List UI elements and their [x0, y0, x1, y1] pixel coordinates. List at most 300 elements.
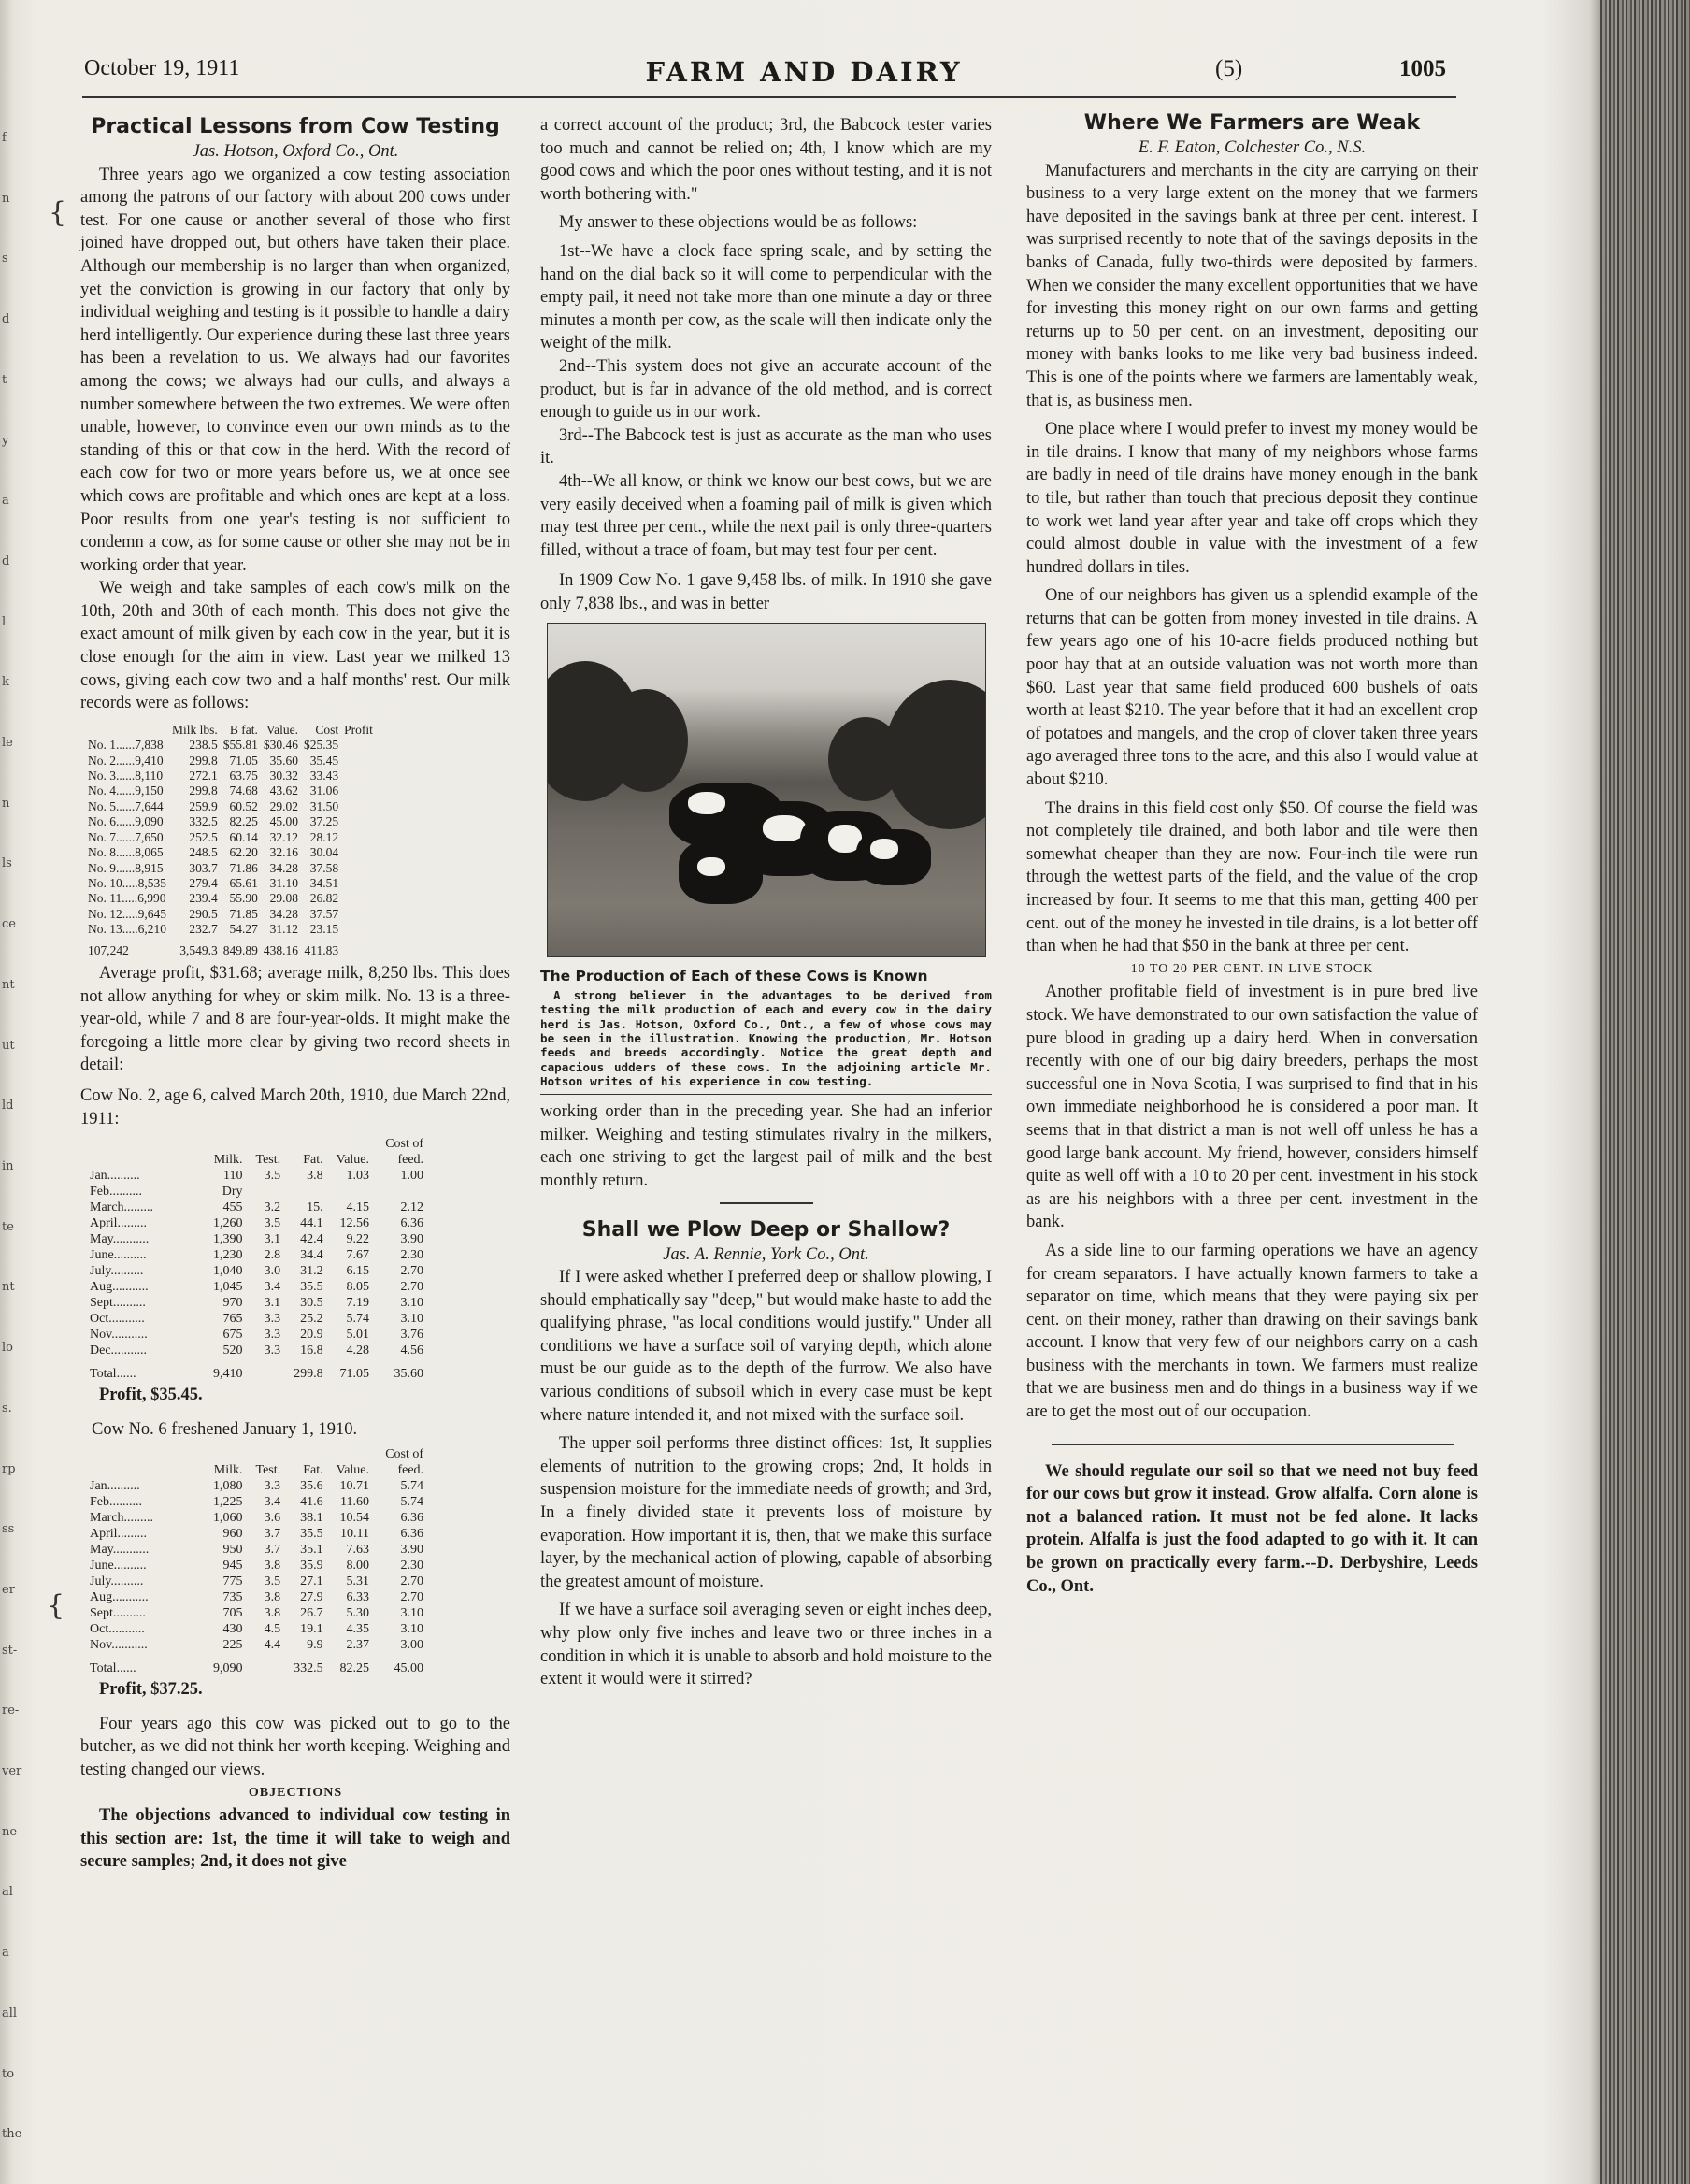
table-cell: 9.9: [307, 1638, 323, 1653]
article-paragraph: If we have a surface soil averaging seven or eight inches deep, why plow only five inches and leave two or three inches in a condition in which it is unable to absorb and hold moisture to the extent it would were it stirred?: [540, 1601, 992, 1689]
column-2: [540, 114, 992, 1691]
table-cell: [382, 1184, 437, 1200]
table-cell: May...........: [90, 1232, 150, 1247]
table-cell: 42.4: [300, 1232, 323, 1247]
table-cell: 28.12: [309, 829, 339, 844]
table-cell: 3.3: [264, 1328, 281, 1343]
table-cell: 1.00: [400, 1169, 424, 1184]
table-header: [90, 1136, 213, 1168]
table-row: [90, 1510, 437, 1526]
table-cell: 1,060: [213, 1511, 243, 1526]
table-row: [88, 891, 379, 906]
table-total-row: [90, 1358, 437, 1382]
table-cell: 2.70: [400, 1264, 424, 1279]
article-paragraph: Average profit, $31.68; average milk, 8,250 lbs. This does not allow anything for whey or skim milk. No. 13 is a three-year-old, while 7 and 8 are four-year-olds. It might make the foregoing a little more clear by giving two record sheets in detail:: [80, 963, 510, 1075]
article-headline: Shall we Plow Deep or Shallow?: [581, 1217, 951, 1242]
article-paragraph: Manufacturers and merchants in the city are carrying on their business to a very large extent on the money that we farmers have deposited in the savings bank at three per cent. interest. I was surprised recently to note that of the savings deposits in the banks of Canada, fully two-thirds were deposited by farmers. When we consider the many excellent opportunities that we have for investing this money right on our own farms and getting returns up to 50 per cent. on an investment, depositing our money with banks looks to me like very bad business indeed. This is one of the points where we farmers are lamentably weak, that is, as business men.: [1026, 161, 1478, 410]
table-cell: Jan..........: [90, 1479, 140, 1494]
table-cell: 279.4: [189, 875, 218, 890]
article-paragraph: The objections advanced to individual cow testing in this section are: 1st, the time it will take to weigh and secure samples; 2nd, it does not give: [80, 1806, 510, 1872]
table-cell: 34.28: [269, 906, 299, 921]
table-cell: Jan..........: [90, 1169, 140, 1184]
table-cell: 35.1: [300, 1543, 323, 1558]
table-cell: 3.8: [264, 1559, 281, 1573]
page-number: 1005: [1399, 56, 1446, 81]
table-row: [88, 907, 379, 922]
table-cell: 71.85: [229, 906, 258, 921]
article-paragraph: My answer to these objections would be as follows:: [559, 213, 918, 233]
table-cell: 1.03: [346, 1169, 370, 1184]
photo-caption-title: The Production of Each of these Cows is Known: [540, 968, 928, 985]
table-cell: 3.8: [264, 1590, 281, 1605]
table-cell: 10.71: [339, 1479, 370, 1494]
cow6-heading: Cow No. 6 freshened January 1, 1910.: [92, 1419, 358, 1439]
cow2-record-table: [90, 1136, 437, 1382]
article-paragraph: Cow No. 2, age 6, calved March 20th, 1910, due March 22nd, 1911:: [80, 1085, 510, 1128]
table-cell: April.........: [90, 1216, 148, 1231]
margin-fragment: n: [2, 192, 10, 206]
table-cell: March.........: [90, 1200, 154, 1215]
table-cell: 2.70: [400, 1574, 424, 1589]
margin-fragment: lo: [2, 1341, 13, 1355]
margin-fragment: ss: [2, 1522, 15, 1536]
table-cell: 232.7: [189, 922, 218, 937]
table-cell: 3.5: [264, 1216, 281, 1231]
table-row: [88, 799, 379, 814]
table-cell: Feb..........: [90, 1185, 142, 1200]
table-cell: No. 4......9,150: [88, 783, 164, 798]
table-row: [88, 814, 379, 829]
table-cell: 945: [222, 1559, 243, 1573]
table-cell: 290.5: [189, 906, 218, 921]
table-cell: No. 1......7,838: [88, 738, 164, 753]
table-cell: 775: [222, 1574, 243, 1589]
table-cell: 35.6: [300, 1479, 323, 1494]
closing-note: We should regulate our soil so that we need not buy feed for our cows but grow it instead. Grow alfalfa. Corn alone is not a balanced ration. It must not be fed alone. It lacks protein. Alfalfa is just the food adapted to go with it. It can be grown on practically every farm.--D. Derbyshire, Leeds Co., Ont.: [1026, 1461, 1478, 1596]
table-cell: 1,045: [213, 1280, 243, 1295]
table-cell: $55.81: [222, 738, 258, 753]
table-cell: 765: [222, 1312, 243, 1327]
margin-fragment: a: [2, 1946, 9, 1960]
table-cell: 225: [222, 1638, 243, 1653]
herd-records-table: [88, 723, 379, 958]
photo-caption-body: A strong believer in the advantages to be derived from testing the milk production of each and every cow in the dairy herd is Jas. Hotson, Oxford Co., Ont., a few of whose cows may be seen in the illustration. Knowing the production, Mr. Hotson feeds and breeds accordingly. Notice the great depth and capacious udders of these cows. In the adjoining article Mr. Hotson writes of his experience in cow testing.: [540, 988, 992, 1088]
table-header: [88, 723, 172, 738]
table-cell: 4.4: [264, 1638, 281, 1653]
table-row: [90, 1542, 437, 1558]
table-header: Value.: [336, 1153, 370, 1168]
table-cell: 60.52: [229, 798, 258, 813]
table-body: [90, 1478, 437, 1653]
table-cell: No. 8......8,065: [88, 845, 164, 860]
table-header: Value.: [265, 722, 299, 737]
table-row: [88, 754, 379, 769]
table-cell: 31.12: [269, 922, 299, 937]
table-cell: 7.63: [346, 1543, 370, 1558]
table-cell: Oct...........: [90, 1622, 145, 1637]
table-cell: 31.06: [309, 783, 339, 798]
table-cell: 3.90: [400, 1232, 424, 1247]
table-row: [90, 1295, 437, 1311]
table-cell: 9.22: [346, 1232, 370, 1247]
table-header: [90, 1446, 213, 1478]
column-3: [1026, 110, 1478, 1598]
table-cell: 332.5: [189, 814, 218, 829]
table-cell: 44.1: [300, 1216, 323, 1231]
table-cell: No. 13.....6,210: [88, 922, 166, 937]
margin-fragment: ne: [2, 1825, 18, 1839]
table-cell: 2.70: [400, 1590, 424, 1605]
table-cell: Aug...........: [90, 1590, 149, 1605]
table-cell: 3.2: [264, 1200, 281, 1215]
table-cell: No. 7......7,650: [88, 829, 164, 844]
table-row: [88, 876, 379, 891]
table-cell: 11.60: [340, 1495, 370, 1510]
page-issue: (5): [1215, 56, 1243, 81]
table-cell: 3.6: [264, 1511, 281, 1526]
table-cell: 438.16: [263, 942, 299, 957]
table-cell: 60.14: [229, 829, 258, 844]
table-cell: 65.61: [229, 875, 258, 890]
margin-fragment: ld: [2, 1099, 14, 1113]
article-paragraph: 4th--We all know, or think we know our best cows, but we are very easily deceived when a foaming pail of milk is given which may test three per cent., while the next pail is only three-quarters filled, without a trace of foam, but may test four per cent.: [540, 471, 992, 560]
margin-fragment: t: [2, 373, 7, 387]
table-cell: 55.90: [229, 891, 258, 906]
table-cell: [294, 1184, 337, 1200]
table-cell: 6.33: [346, 1590, 370, 1605]
table-cell: 32.16: [269, 845, 299, 860]
table-cell: 1,080: [213, 1479, 243, 1494]
table-cell: 272.1: [189, 769, 218, 783]
margin-fragment: ut: [2, 1039, 15, 1053]
table-cell: 5.74: [400, 1495, 424, 1510]
table-cell: 3.4: [264, 1280, 281, 1295]
table-cell: 30.5: [300, 1296, 323, 1311]
table-cell: 430: [222, 1622, 243, 1637]
margin-fragment: l: [2, 615, 7, 629]
table-cell: May...........: [90, 1543, 150, 1558]
article-paragraph: Three years ago we organized a cow testing association among the patrons of our factory with about 200 cows under test. For one cause or another several of those who first joined have dropped out, but others have taken their place. Although our membership is no larger than when organized, yet the conviction is growing in our factory that only by individual weighing and testing is it possible to handle a dairy herd intelligently. Our experience during these last three years has been a revelation to us. We always had our favorites among the cows; we always had our culls, and always a number somewhere between the two extremes. We were often unable, however, to convince even our own minds as to the standing of this or that cow in the herd. With the record of each cow for two or more years before us, we at once see which cows are profitable and which ones are kept at a loss. Poor results from one year's testing is not sufficient to condemn a cow, as for some cause or other she may not be in working order that year.: [80, 165, 510, 575]
margin-fragment: st-: [2, 1644, 18, 1658]
table-cell: 25.2: [300, 1312, 323, 1327]
cows-photograph: [547, 623, 986, 957]
table-cell: 54.27: [229, 922, 258, 937]
table-cell: $30.46: [263, 738, 299, 753]
table-row: [88, 861, 379, 876]
table-cell: 4.28: [346, 1343, 370, 1358]
table-cell: 303.7: [189, 860, 218, 875]
table-header: B fat.: [229, 722, 258, 737]
table-cell: 735: [222, 1590, 243, 1605]
table-cell: 43.62: [269, 783, 299, 798]
margin-fragment: er: [2, 1583, 15, 1597]
table-cell: 35.60: [394, 1367, 424, 1382]
table-cell: 34.51: [309, 875, 339, 890]
table-cell: 238.5: [189, 738, 218, 753]
table-cell: 3.10: [400, 1296, 424, 1311]
table-cell: No. 2......9,410: [88, 753, 164, 768]
table-cell: July..........: [90, 1574, 144, 1589]
table-cell: Feb..........: [90, 1495, 142, 1510]
table-cell: 2.12: [400, 1200, 424, 1215]
table-row: [90, 1279, 437, 1295]
table-cell: 26.82: [309, 891, 339, 906]
article-byline: Jas. Hotson, Oxford Co., Ont.: [192, 142, 399, 161]
table-cell: 27.1: [300, 1574, 323, 1589]
table-cell: Sept..........: [90, 1296, 146, 1311]
margin-fragment: le: [2, 736, 13, 750]
table-cell: 34.4: [300, 1248, 323, 1263]
bracket-mark: {: [49, 196, 67, 229]
table-cell: 411.83: [304, 942, 339, 957]
table-cell: July..........: [90, 1264, 144, 1279]
table-cell: 23.15: [309, 922, 339, 937]
table-total-row: [88, 938, 379, 958]
table-cell: 5.31: [346, 1574, 370, 1589]
table-cell: 675: [222, 1328, 243, 1343]
article-paragraph: The drains in this field cost only $50. Of course the field was not completely tile drained, and both labor and tile were then somewhat cheaper than they are now. Four-inch tile were run through the wettest parts of the field, and the value of the crop increased by four. It seems to me that this man, getting 400 per cent. out of the money he invested in tile drains, is a lot better off than when he had that $50 in the bank at three per cent.: [1026, 798, 1478, 956]
table-cell: No. 9......8,915: [88, 860, 164, 875]
table-cell: 82.25: [339, 1661, 370, 1676]
margin-fragment: a: [2, 494, 9, 508]
cow6-record-table: [90, 1446, 437, 1676]
table-cell: 107,242: [88, 942, 129, 957]
table-cell: 6.36: [400, 1511, 424, 1526]
table-cell: 3.7: [264, 1543, 281, 1558]
table-cell: 29.08: [269, 891, 299, 906]
table-cell: March.........: [90, 1511, 154, 1526]
margin-fragment: nt: [2, 1280, 15, 1294]
table-cell: 110: [223, 1169, 243, 1184]
article-paragraph: Four years ago this cow was picked out to go to the butcher, as we did not think her worth keeping. Weighing and testing changed our views.: [80, 1714, 510, 1780]
table-total-row: [90, 1653, 437, 1676]
table-header-row: [88, 723, 379, 738]
table-cell: 6.36: [400, 1527, 424, 1542]
table-cell: 71.86: [229, 860, 258, 875]
table-cell: 332.5: [294, 1661, 323, 1676]
separator-rule: [720, 1202, 813, 1204]
table-cell: 45.00: [394, 1661, 424, 1676]
table-cell: 3.3: [264, 1479, 281, 1494]
table-header: Fat.: [303, 1153, 323, 1168]
table-cell: 30.32: [269, 769, 299, 783]
table-cell: 62.20: [229, 845, 258, 860]
table-row: [90, 1215, 437, 1231]
article-paragraph: 2nd--This system does not give an accurate account of the product, but is far in advance of the old method, and is correct enough to guide us in our work.: [540, 356, 992, 423]
table-cell: 299.8: [189, 753, 218, 768]
table-cell: 19.1: [300, 1622, 323, 1637]
table-cell: 35.9: [300, 1559, 323, 1573]
table-cell: 3.3: [264, 1312, 281, 1327]
table-cell: 1,390: [213, 1232, 243, 1247]
table-row: [90, 1311, 437, 1327]
separator-rule: [1052, 1444, 1454, 1445]
table-header: Test.: [255, 1153, 281, 1168]
margin-fragment: al: [2, 1885, 13, 1899]
article-headline: Where We Farmers are Weak: [1083, 111, 1421, 135]
table-cell: $25.35: [304, 738, 339, 753]
table-cell: 4.5: [264, 1622, 281, 1637]
table-cell: 2.30: [400, 1559, 424, 1573]
margin-fragment: d: [2, 312, 10, 326]
table-cell: 20.9: [300, 1328, 323, 1343]
table-header: Cost of feed.: [385, 1137, 424, 1168]
table-row: [88, 922, 379, 937]
table-cell: 2.8: [264, 1248, 281, 1263]
table-cell: 705: [222, 1606, 243, 1621]
table-cell: 8.05: [346, 1280, 370, 1295]
table-header-row: [90, 1446, 437, 1478]
table-cell: 71.05: [339, 1367, 370, 1382]
table-cell: 29.02: [269, 798, 299, 813]
margin-fragment: f: [2, 131, 7, 145]
table-row: [88, 738, 379, 753]
table-row: [90, 1327, 437, 1343]
table-cell: 38.1: [300, 1511, 323, 1526]
table-row: [90, 1263, 437, 1279]
article-paragraph: One of our neighbors has given us a splendid example of the returns that can be gotten from money invested in tile drains. A few years ago one of his 10-acre fields produced nothing but poor hay that at an outside valuation was not worth more than $60. Last year that same field produced 600 bushels of oats worth at least $210. The year before that it had an excellent crop of potatoes and mangels, and the crop of clover taken three years ago averaged three tons to the acre, and this also I would value at about $210.: [1026, 586, 1478, 790]
article-paragraph: 1st--We have a clock face spring scale, and by setting the hand on the dial back so it will come to perpendicular with the empty pail, it need not take more than one minute a day or three minutes a month per cow, as the scale will then indicate only the weight of the milk.: [540, 241, 992, 353]
table-cell: 3.1: [264, 1232, 281, 1247]
table-cell: 5.01: [346, 1328, 370, 1343]
table-cell: 6.15: [346, 1264, 370, 1279]
margin-fragment: nt: [2, 978, 15, 992]
table-cell: 37.57: [309, 906, 339, 921]
margin-fragment: s: [2, 251, 8, 266]
article-headline: Practical Lessons from Cow Testing: [91, 115, 500, 138]
table-cell: [256, 1653, 294, 1676]
table-row: [90, 1558, 437, 1573]
table-cell: 35.5: [300, 1280, 323, 1295]
margin-fragment: s.: [2, 1401, 12, 1415]
table-cell: 520: [222, 1343, 243, 1358]
table-cell: 8.00: [346, 1559, 370, 1573]
table-cell: 10.54: [339, 1511, 370, 1526]
article-byline: Jas. A. Rennie, York Co., Ont.: [663, 1244, 869, 1264]
table-header-row: [90, 1136, 437, 1168]
table-cell: No. 12.....9,645: [88, 906, 166, 921]
table-row: [90, 1494, 437, 1510]
table-row: [88, 845, 379, 860]
table-cell: 299.8: [294, 1367, 323, 1382]
margin-fragment: rp: [2, 1462, 16, 1476]
table-header: Value.: [336, 1463, 370, 1478]
table-body: [90, 1168, 437, 1358]
table-cell: No. 5......7,644: [88, 798, 164, 813]
table-cell: 74.68: [229, 783, 258, 798]
table-row: [90, 1637, 437, 1653]
table-row: [90, 1184, 437, 1200]
table-body: [88, 738, 379, 937]
margin-fragment: n: [2, 797, 10, 811]
caption-rule: [540, 1094, 992, 1095]
table-cell: Total......: [90, 1661, 136, 1676]
table-cell: 35.45: [309, 753, 339, 768]
table-cell: 5.74: [346, 1312, 370, 1327]
table-cell: Oct...........: [90, 1312, 145, 1327]
article-paragraph: If I were asked whether I preferred deep or shallow plowing, I should emphatically say "deep," but would make haste to add the qualifying phrase, "as local conditions would justify." Under all conditions we have a surface soil of varying depth, which alone must be our guide as to the depth of the furrow. We also have various conditions of subsoil which in every case must be kept where nature intended it, and not mixed with the surface soil.: [540, 1268, 992, 1425]
table-cell: 455: [222, 1200, 243, 1215]
table-cell: 3.8: [264, 1606, 281, 1621]
table-cell: No. 10.....8,535: [88, 875, 166, 890]
table-header: Cost of feed.: [385, 1447, 424, 1478]
table-cell: 252.5: [189, 829, 218, 844]
table-cell: 63.75: [229, 769, 258, 783]
table-cell: 35.60: [269, 753, 299, 768]
table-cell: Dec...........: [90, 1343, 148, 1358]
table-cell: 3.3: [264, 1343, 281, 1358]
table-row: [90, 1589, 437, 1605]
article-paragraph: One place where I would prefer to invest my money would be in tile drains. I know that many of my neighbors whose farms are badly in need of tile drains have money enough in the bank to tile, but rather than touch that precious deposit they continue to work wet land year after year and take off crops which they could almost double in value with the investment of a few hundred dollars in tiles.: [1026, 420, 1478, 577]
table-row: [90, 1573, 437, 1589]
table-row: [88, 769, 379, 783]
table-header: Milk.: [213, 1463, 243, 1478]
table-cell: 71.05: [229, 753, 258, 768]
table-cell: 4.35: [346, 1622, 370, 1637]
table-cell: [337, 1184, 382, 1200]
table-cell: 9,410: [213, 1367, 243, 1382]
article-paragraph: As a side line to our farming operations we have an agency for cream separators. I have actually known farmers to take a separator on time, which means that they were paying six per cent. on their money, rather than drawing on their savings bank account. I know that very few of our neighbors carry on a cash business with the merchants in town. We farmers must realize that we are business men and do things in a business way if we are to get the most out of our occupation.: [1026, 1241, 1478, 1422]
table-cell: 3.10: [400, 1606, 424, 1621]
table-cell: Nov...........: [90, 1638, 148, 1653]
table-row: [90, 1231, 437, 1247]
table-cell: 3.0: [264, 1264, 281, 1279]
table-cell: 4.15: [346, 1200, 370, 1215]
table-row: [88, 783, 379, 798]
margin-fragment: ver: [2, 1764, 22, 1778]
table-cell: 3.8: [307, 1169, 323, 1184]
table-header: Test.: [255, 1463, 281, 1478]
table-cell: 16.8: [300, 1343, 323, 1358]
table-cell: 33.43: [309, 769, 339, 783]
issue-date: October 19, 1911: [84, 56, 240, 80]
margin-fragment: all: [2, 2006, 18, 2020]
header-rule: [82, 96, 1456, 98]
column-1: [80, 114, 510, 1874]
table-cell: Dry: [222, 1185, 243, 1200]
article-paragraph: Another profitable field of investment is in pure bred live stock. We have demonstrated to our own satisfaction the value of pure blood in grading up a dairy herd. When in conversation recently with one of our big dairy breeders, perhaps the most successful one in Nova Scotia, I was surprised to find that in his own immediate neighborhood he is considered a poor man. It seems that in that district a man is not well off unless he has a good large bank account. My friend, however, considers himself quite as well off with a 10 to 20 per cent. investment in his stock as are his neighbors with a three per cent. investment in the bank.: [1026, 983, 1478, 1232]
table-cell: 3.4: [264, 1495, 281, 1510]
table-cell: 5.74: [400, 1479, 424, 1494]
table-row: [90, 1621, 437, 1637]
margin-fragment: in: [2, 1159, 14, 1173]
book-spine: [1600, 0, 1690, 2184]
table-cell: 7.19: [346, 1296, 370, 1311]
left-margin-fragments: [0, 56, 22, 2150]
table-cell: [256, 1184, 294, 1200]
table-header: Profit: [344, 722, 373, 737]
table-cell: 31.2: [300, 1264, 323, 1279]
table-cell: 32.12: [269, 829, 299, 844]
margin-fragment: the: [2, 2127, 22, 2141]
table-cell: 9,090: [213, 1661, 243, 1676]
table-cell: 82.25: [229, 814, 258, 829]
article-paragraph: 3rd--The Babcock test is just as accurate as the man who uses it.: [540, 425, 992, 468]
article-paragraph: The upper soil performs three distinct offices: 1st, It supplies elements of nutrition to the growing crops; 2nd, It holds in suspension moisture for the immediate needs of growth; and 3rd, In a finely divided state it prevents loss of moisture by evaporation. How important it is, then, that we make this surface layer, by the mechanical action of plowing, capable of absorbing the greatest amount of moisture.: [540, 1434, 992, 1591]
table-cell: 3,549.3: [179, 942, 218, 957]
table-cell: No. 3......8,110: [88, 769, 164, 783]
table-cell: Aug...........: [90, 1280, 149, 1295]
table-cell: 5.30: [346, 1606, 370, 1621]
table-cell: 12.56: [339, 1216, 370, 1231]
table-cell: No. 6......9,090: [88, 814, 164, 829]
cow2-profit: Profit, $35.45.: [99, 1386, 203, 1405]
margin-fragment: re-: [2, 1703, 20, 1717]
table-header: Cost: [315, 722, 339, 737]
article-paragraph: a correct account of the product; 3rd, the Babcock tester varies too much and cannot be relied on; 4th, I know which are my good cows and which the poor ones without testing, and it is not worth bothering with.": [540, 116, 992, 204]
table-header: Milk lbs.: [172, 722, 218, 737]
table-cell: 239.4: [189, 891, 218, 906]
